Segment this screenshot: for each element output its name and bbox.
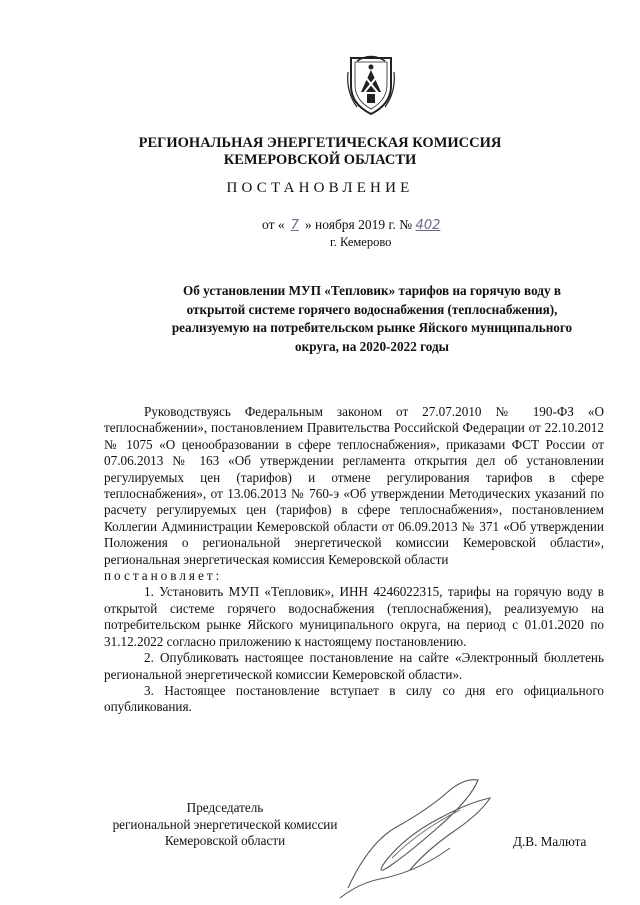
- title-line4: округа, на 2020-2022 годы: [295, 338, 449, 354]
- date-prefix: от «: [262, 217, 285, 232]
- document-title: [142, 282, 602, 356]
- position-line1: Председатель: [186, 800, 264, 815]
- title-line2: открытой системе горячего водоснабжения (теплоснабжения),: [186, 301, 558, 317]
- handwritten-signature: [330, 770, 520, 900]
- title-line1: Об установлении МУП «Тепловик» тарифов на горячую воду в: [183, 283, 561, 298]
- position-line3: Кемеровской области: [164, 833, 286, 848]
- document-type: ПОСТАНОВЛЕНИЕ: [226, 180, 414, 196]
- document-number: 402: [415, 218, 441, 233]
- signatory-name: Д.В. Малюта: [513, 834, 587, 849]
- date-line: [262, 217, 440, 233]
- resolves-word: постановляет:: [104, 568, 223, 584]
- title-line3: реализуемую на потребительском рынке Яйского муниципального: [171, 320, 573, 335]
- date-middle: » ноября 2019 г. №: [304, 217, 413, 232]
- preamble-paragraph: Руководствуясь Федеральным законом от 27.07.2010 № 190-ФЗ «О теплоснабжении», постановлением Правительства Российской Федерации от 22.10.2012 № 1075 «О ценообразовании в сфере теплоснабжения», приказами ФСТ России от 07.06.2013 № 163 «Об утверждении регламента открытия дел об установлении регулируемых цен (тарифов) и отмене регулирования тарифов в сфере теплоснабжения», от 13.06.2013 № 760-э «Об утверждении Методических указаний по расчету регулируемых цен (тарифов) в сфере теплоснабжения», постановлением Коллегии Администрации Кемеровской области от 06.09.2013 № 371 «Об утверждении Положения о региональной энергетической комиссии Кемеровской области», региональная энергетическая комиссия Кемеровской области: [104, 404, 604, 567]
- item-2-paragraph: 2. Опубликовать настоящее постановление на сайте «Электронный бюллетень региональной энергетической комиссии Кемеровской области».: [104, 650, 604, 682]
- item-3-paragraph: 3. Настоящее постановление вступает в силу со дня его официального опубликования.: [104, 682, 604, 715]
- document-body: [104, 404, 604, 716]
- position-line2: региональной энергетической комиссии: [112, 816, 338, 832]
- date-day: 7: [290, 218, 299, 233]
- item-1-paragraph: 1. Установить МУП «Тепловик», ИНН 4246022315, тарифы на горячую воду в открытой системе горячего водоснабжения (теплоснабжения), реализуемую на потребительском рынке Яйского муниципального округа, на период с 01.01.2020 по 31.12.2022 согласно приложению к настоящему постановлению.: [104, 584, 604, 649]
- signatory-position: [100, 800, 350, 850]
- issue-place: г. Кемерово: [330, 235, 392, 249]
- org-name-line1: РЕГИОНАЛЬНАЯ ЭНЕРГЕТИЧЕСКАЯ КОМИССИЯ: [138, 135, 502, 151]
- coat-of-arms-icon: [343, 52, 399, 118]
- org-name-line2: КЕМЕРОВСКОЙ ОБЛАСТИ: [223, 152, 417, 168]
